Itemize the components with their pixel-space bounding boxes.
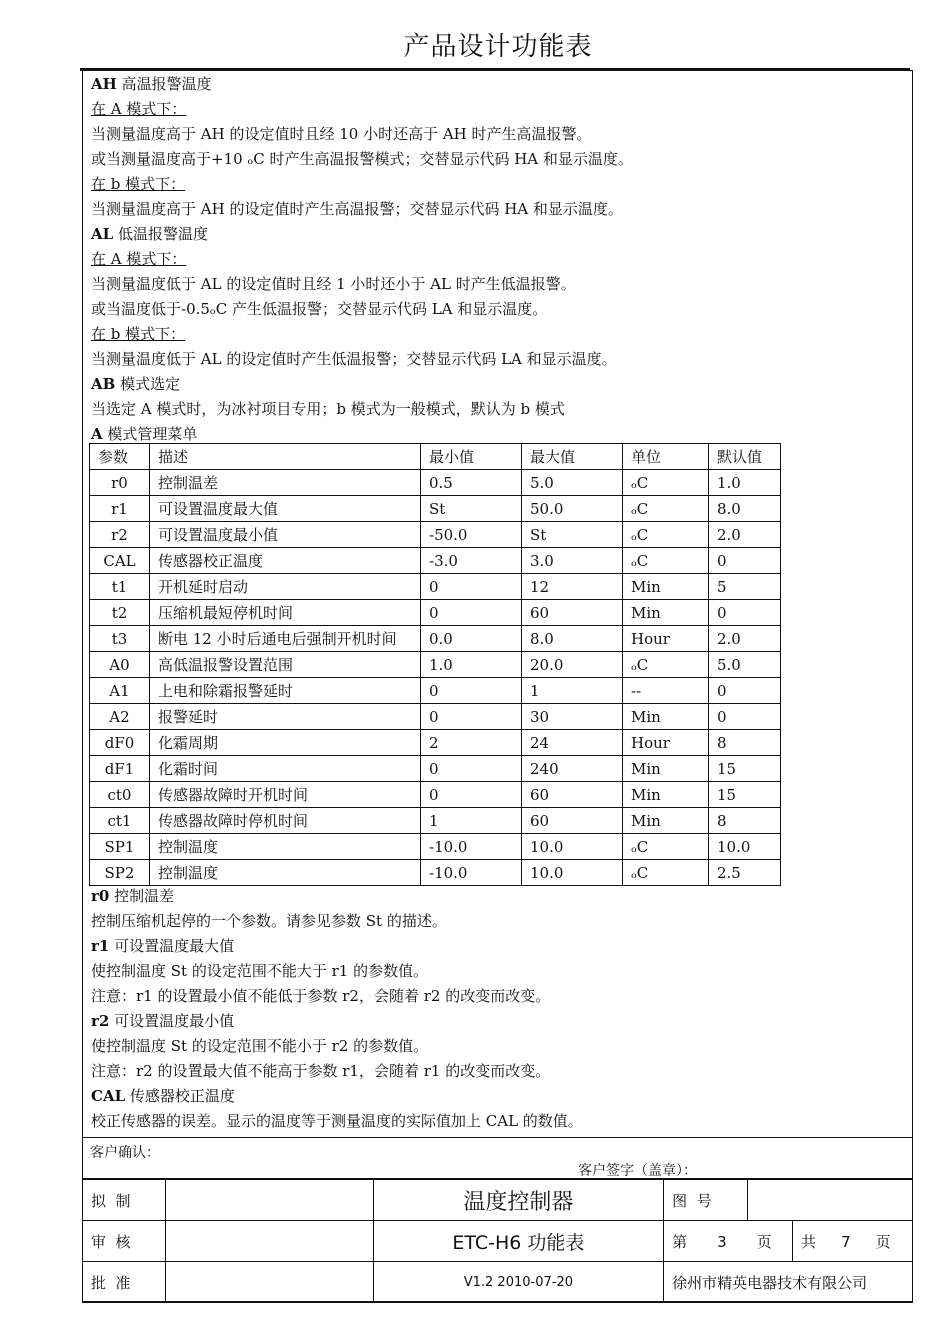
table-header-cell: 单位	[623, 444, 709, 470]
intro-line	[91, 372, 901, 397]
table-cell: ct0	[90, 782, 150, 808]
intro-line	[91, 197, 901, 222]
note-line	[91, 1059, 901, 1084]
table-row	[90, 860, 781, 886]
line-text: 传感器校正温度	[125, 1087, 235, 1105]
table-cell: dF0	[90, 730, 150, 756]
term-key: r1	[91, 937, 110, 955]
table-cell: 报警延时	[150, 704, 421, 730]
table-row	[90, 808, 781, 834]
doc-version: V1.2 2010-07-20	[373, 1262, 664, 1303]
intro-line	[91, 122, 901, 147]
line-text: 校正传感器的误差。显示的温度等于测量温度的实际值加上 CAL 的数值。	[91, 1112, 583, 1130]
table-cell: 传感器故障时开机时间	[150, 782, 421, 808]
table-row	[90, 834, 781, 860]
table-cell: 0	[421, 574, 522, 600]
line-text: 在 A 模式下：	[91, 100, 187, 118]
table-cell: 20.0	[522, 652, 623, 678]
top-rule	[80, 68, 910, 71]
table-cell: 1	[421, 808, 522, 834]
intro-line	[91, 222, 901, 247]
intro-line	[91, 72, 901, 97]
table-cell: Min	[623, 600, 709, 626]
line-text: 模式选定	[115, 375, 181, 393]
table-cell: 3.0	[522, 548, 623, 574]
page-title: 产品设计功能表	[403, 32, 593, 62]
doc-subtitle: ETC-H6 功能表	[373, 1221, 664, 1262]
line-text: 使控制温度 St 的设定范围不能大于 r1 的参数值。	[91, 962, 429, 980]
table-cell: t1	[90, 574, 150, 600]
line-text: 在 b 模式下：	[91, 325, 186, 343]
table-cell: ct1	[90, 808, 150, 834]
table-cell: 传感器校正温度	[150, 548, 421, 574]
drawing-no-value	[748, 1180, 913, 1221]
table-cell: 0.0	[421, 626, 522, 652]
table-cell: 化霜时间	[150, 756, 421, 782]
note-line	[91, 959, 901, 984]
intro-line	[91, 97, 901, 122]
approve-value	[165, 1262, 373, 1303]
table-header-cell: 描述	[150, 444, 421, 470]
line-text: 当选定 A 模式时，为冰衬项目专用；b 模式为一般模式，默认为 b 模式	[91, 400, 565, 418]
table-cell: 10.0	[522, 860, 623, 886]
table-row	[90, 652, 781, 678]
table-cell: 断电 12 小时后通电后强制开机时间	[150, 626, 421, 652]
table-cell: 可设置温度最小值	[150, 522, 421, 548]
table-header-cell: 参数	[90, 444, 150, 470]
table-cell: 240	[522, 756, 623, 782]
table-header-cell: 最大值	[522, 444, 623, 470]
table-cell: Hour	[623, 626, 709, 652]
table-cell: 15	[709, 756, 781, 782]
table-cell: SP2	[90, 860, 150, 886]
table-cell: 24	[522, 730, 623, 756]
table-row	[90, 548, 781, 574]
table-cell: 上电和除霜报警延时	[150, 678, 421, 704]
table-cell: 控制温差	[150, 470, 421, 496]
intro-line	[91, 297, 901, 322]
table-cell: ₒC	[623, 522, 709, 548]
table-cell: 10.0	[709, 834, 781, 860]
table-cell: 压缩机最短停机时间	[150, 600, 421, 626]
draft-value	[165, 1180, 373, 1221]
note-line	[91, 934, 901, 959]
table-cell: A1	[90, 678, 150, 704]
table-cell: 0	[421, 600, 522, 626]
table-cell: 1.0	[421, 652, 522, 678]
table-cell: --	[623, 678, 709, 704]
line-text: 当测量温度低于 AL 的设定值时且经 1 小时还小于 AL 时产生低温报警。	[91, 275, 576, 293]
line-text: 可设置温度最大值	[109, 937, 235, 955]
parameter-notes	[91, 884, 901, 1134]
table-cell: Min	[623, 574, 709, 600]
table-cell: 8.0	[709, 496, 781, 522]
line-text: 使控制温度 St 的设定范围不能小于 r2 的参数值。	[91, 1037, 429, 1055]
table-row	[90, 730, 781, 756]
table-cell: A0	[90, 652, 150, 678]
line-text: 或当温度低于-0.5ₒC 产生低温报警；交替显示代码 LA 和显示温度。	[91, 300, 548, 318]
intro-line	[91, 247, 901, 272]
line-text: 低温报警温度	[113, 225, 208, 243]
line-text: 控制温差	[109, 887, 175, 905]
term-key: AL	[91, 225, 114, 243]
intro-line	[91, 347, 901, 372]
table-cell: ₒC	[623, 548, 709, 574]
table-row	[90, 574, 781, 600]
review-value	[165, 1221, 373, 1262]
table-cell: ₒC	[623, 860, 709, 886]
table-cell: dF1	[90, 756, 150, 782]
table-cell: Min	[623, 704, 709, 730]
table-cell: -10.0	[421, 834, 522, 860]
doc-title: 温度控制器	[373, 1180, 664, 1221]
parameter-table	[89, 443, 781, 886]
line-text: 在 b 模式下：	[91, 175, 186, 193]
table-cell: 50.0	[522, 496, 623, 522]
table-cell: 控制温度	[150, 834, 421, 860]
intro-section	[91, 72, 901, 447]
customer-confirm	[82, 1137, 913, 1179]
company-name: 徐州市精英电器技术有限公司	[664, 1262, 913, 1303]
table-header-cell: 最小值	[421, 444, 522, 470]
intro-line	[91, 272, 901, 297]
term-key: r2	[91, 1012, 110, 1030]
line-text: 模式管理菜单	[102, 425, 198, 443]
note-line	[91, 909, 901, 934]
table-cell: 30	[522, 704, 623, 730]
table-header-row	[90, 444, 781, 470]
intro-line	[91, 397, 901, 422]
table-row	[90, 704, 781, 730]
table-row	[90, 496, 781, 522]
table-row	[90, 626, 781, 652]
drawing-no-label: 图 号	[664, 1180, 748, 1221]
term-key: CAL	[91, 1087, 126, 1105]
intro-line	[91, 147, 901, 172]
table-cell: CAL	[90, 548, 150, 574]
term-key: r0	[91, 887, 110, 905]
table-cell: -10.0	[421, 860, 522, 886]
table-cell: St	[522, 522, 623, 548]
table-cell: 5.0	[522, 470, 623, 496]
table-cell: 1.0	[709, 470, 781, 496]
table-cell: 10.0	[522, 834, 623, 860]
table-cell: 8	[709, 808, 781, 834]
page-indicator: 第 3 页	[664, 1221, 793, 1262]
line-text: 控制压缩机起停的一个参数。请参见参数 St 的描述。	[91, 912, 447, 930]
line-text: 注意：r1 的设置最小值不能低于参数 r2，会随着 r2 的改变而改变。	[91, 987, 551, 1005]
line-text: 当测量温度高于 AH 的设定值时且经 10 小时还高于 AH 时产生高温报警。	[91, 125, 592, 143]
table-cell: 2	[421, 730, 522, 756]
note-line	[91, 984, 901, 1009]
line-text: 当测量温度低于 AL 的设定值时产生低温报警；交替显示代码 LA 和显示温度。	[91, 350, 617, 368]
line-text: 可设置温度最小值	[109, 1012, 235, 1030]
line-text: 或当测量温度高于+10 ₒC 时产生高温报警模式；交替显示代码 HA 和显示温度。	[91, 150, 633, 168]
table-cell: Min	[623, 756, 709, 782]
table-cell: 15	[709, 782, 781, 808]
customer-confirm-label: 客户确认：	[90, 1145, 160, 1161]
table-cell: 60	[522, 600, 623, 626]
table-cell: 0	[421, 756, 522, 782]
table-cell: ₒC	[623, 834, 709, 860]
table-cell: 化霜周期	[150, 730, 421, 756]
table-row	[90, 600, 781, 626]
table-cell: 0	[421, 704, 522, 730]
line-text: 当测量温度高于 AH 的设定值时产生高温报警；交替显示代码 HA 和显示温度。	[91, 200, 623, 218]
table-cell: Min	[623, 782, 709, 808]
note-line	[91, 1009, 901, 1034]
table-cell: 0	[421, 782, 522, 808]
table-row	[90, 756, 781, 782]
table-cell: 8.0	[522, 626, 623, 652]
table-cell: 0	[709, 600, 781, 626]
table-cell: 5	[709, 574, 781, 600]
table-cell: -3.0	[421, 548, 522, 574]
table-row	[90, 522, 781, 548]
table-cell: 0	[709, 704, 781, 730]
table-cell: 控制温度	[150, 860, 421, 886]
table-cell: r0	[90, 470, 150, 496]
table-cell: ₒC	[623, 470, 709, 496]
table-row	[90, 470, 781, 496]
customer-signature-label: 客户签字（盖章）：	[578, 1163, 697, 1179]
table-cell: 2.0	[709, 522, 781, 548]
table-cell: -50.0	[421, 522, 522, 548]
line-text: 在 A 模式下：	[91, 250, 187, 268]
table-cell: Min	[623, 808, 709, 834]
line-text: 高温报警温度	[116, 75, 212, 93]
table-cell: 0	[709, 678, 781, 704]
table-cell: Hour	[623, 730, 709, 756]
line-text: 注意：r2 的设置最大值不能高于参数 r1，会随着 r1 的改变而改变。	[91, 1062, 551, 1080]
intro-line	[91, 172, 901, 197]
table-cell: 2.5	[709, 860, 781, 886]
intro-line	[91, 322, 901, 347]
table-row	[90, 782, 781, 808]
table-cell: 可设置温度最大值	[150, 496, 421, 522]
table-cell: r2	[90, 522, 150, 548]
table-cell: 2.0	[709, 626, 781, 652]
table-cell: t2	[90, 600, 150, 626]
table-cell: 0	[421, 678, 522, 704]
table-header-cell: 默认值	[709, 444, 781, 470]
table-row	[90, 678, 781, 704]
table-cell: St	[421, 496, 522, 522]
table-cell: r1	[90, 496, 150, 522]
table-cell: t3	[90, 626, 150, 652]
term-key: AB	[91, 375, 116, 393]
total-pages: 共 7 页	[793, 1221, 913, 1262]
note-line	[91, 1034, 901, 1059]
table-cell: 60	[522, 808, 623, 834]
term-key: A	[91, 425, 103, 443]
draft-label: 拟 制	[83, 1180, 166, 1221]
note-line	[91, 1084, 901, 1109]
table-cell: 12	[522, 574, 623, 600]
table-cell: 0.5	[421, 470, 522, 496]
table-cell: 0	[709, 548, 781, 574]
table-cell: ₒC	[623, 652, 709, 678]
title-block	[82, 1179, 913, 1303]
table-cell: 1	[522, 678, 623, 704]
note-line	[91, 884, 901, 909]
approve-label: 批 准	[83, 1262, 166, 1303]
table-cell: 8	[709, 730, 781, 756]
table-cell: 60	[522, 782, 623, 808]
note-line	[91, 1109, 901, 1134]
table-cell: 高低温报警设置范围	[150, 652, 421, 678]
review-label: 审 核	[83, 1221, 166, 1262]
table-cell: 5.0	[709, 652, 781, 678]
table-cell: 传感器故障时停机时间	[150, 808, 421, 834]
term-key: AH	[91, 75, 117, 93]
table-cell: 开机延时启动	[150, 574, 421, 600]
table-cell: ₒC	[623, 496, 709, 522]
table-cell: SP1	[90, 834, 150, 860]
table-cell: A2	[90, 704, 150, 730]
